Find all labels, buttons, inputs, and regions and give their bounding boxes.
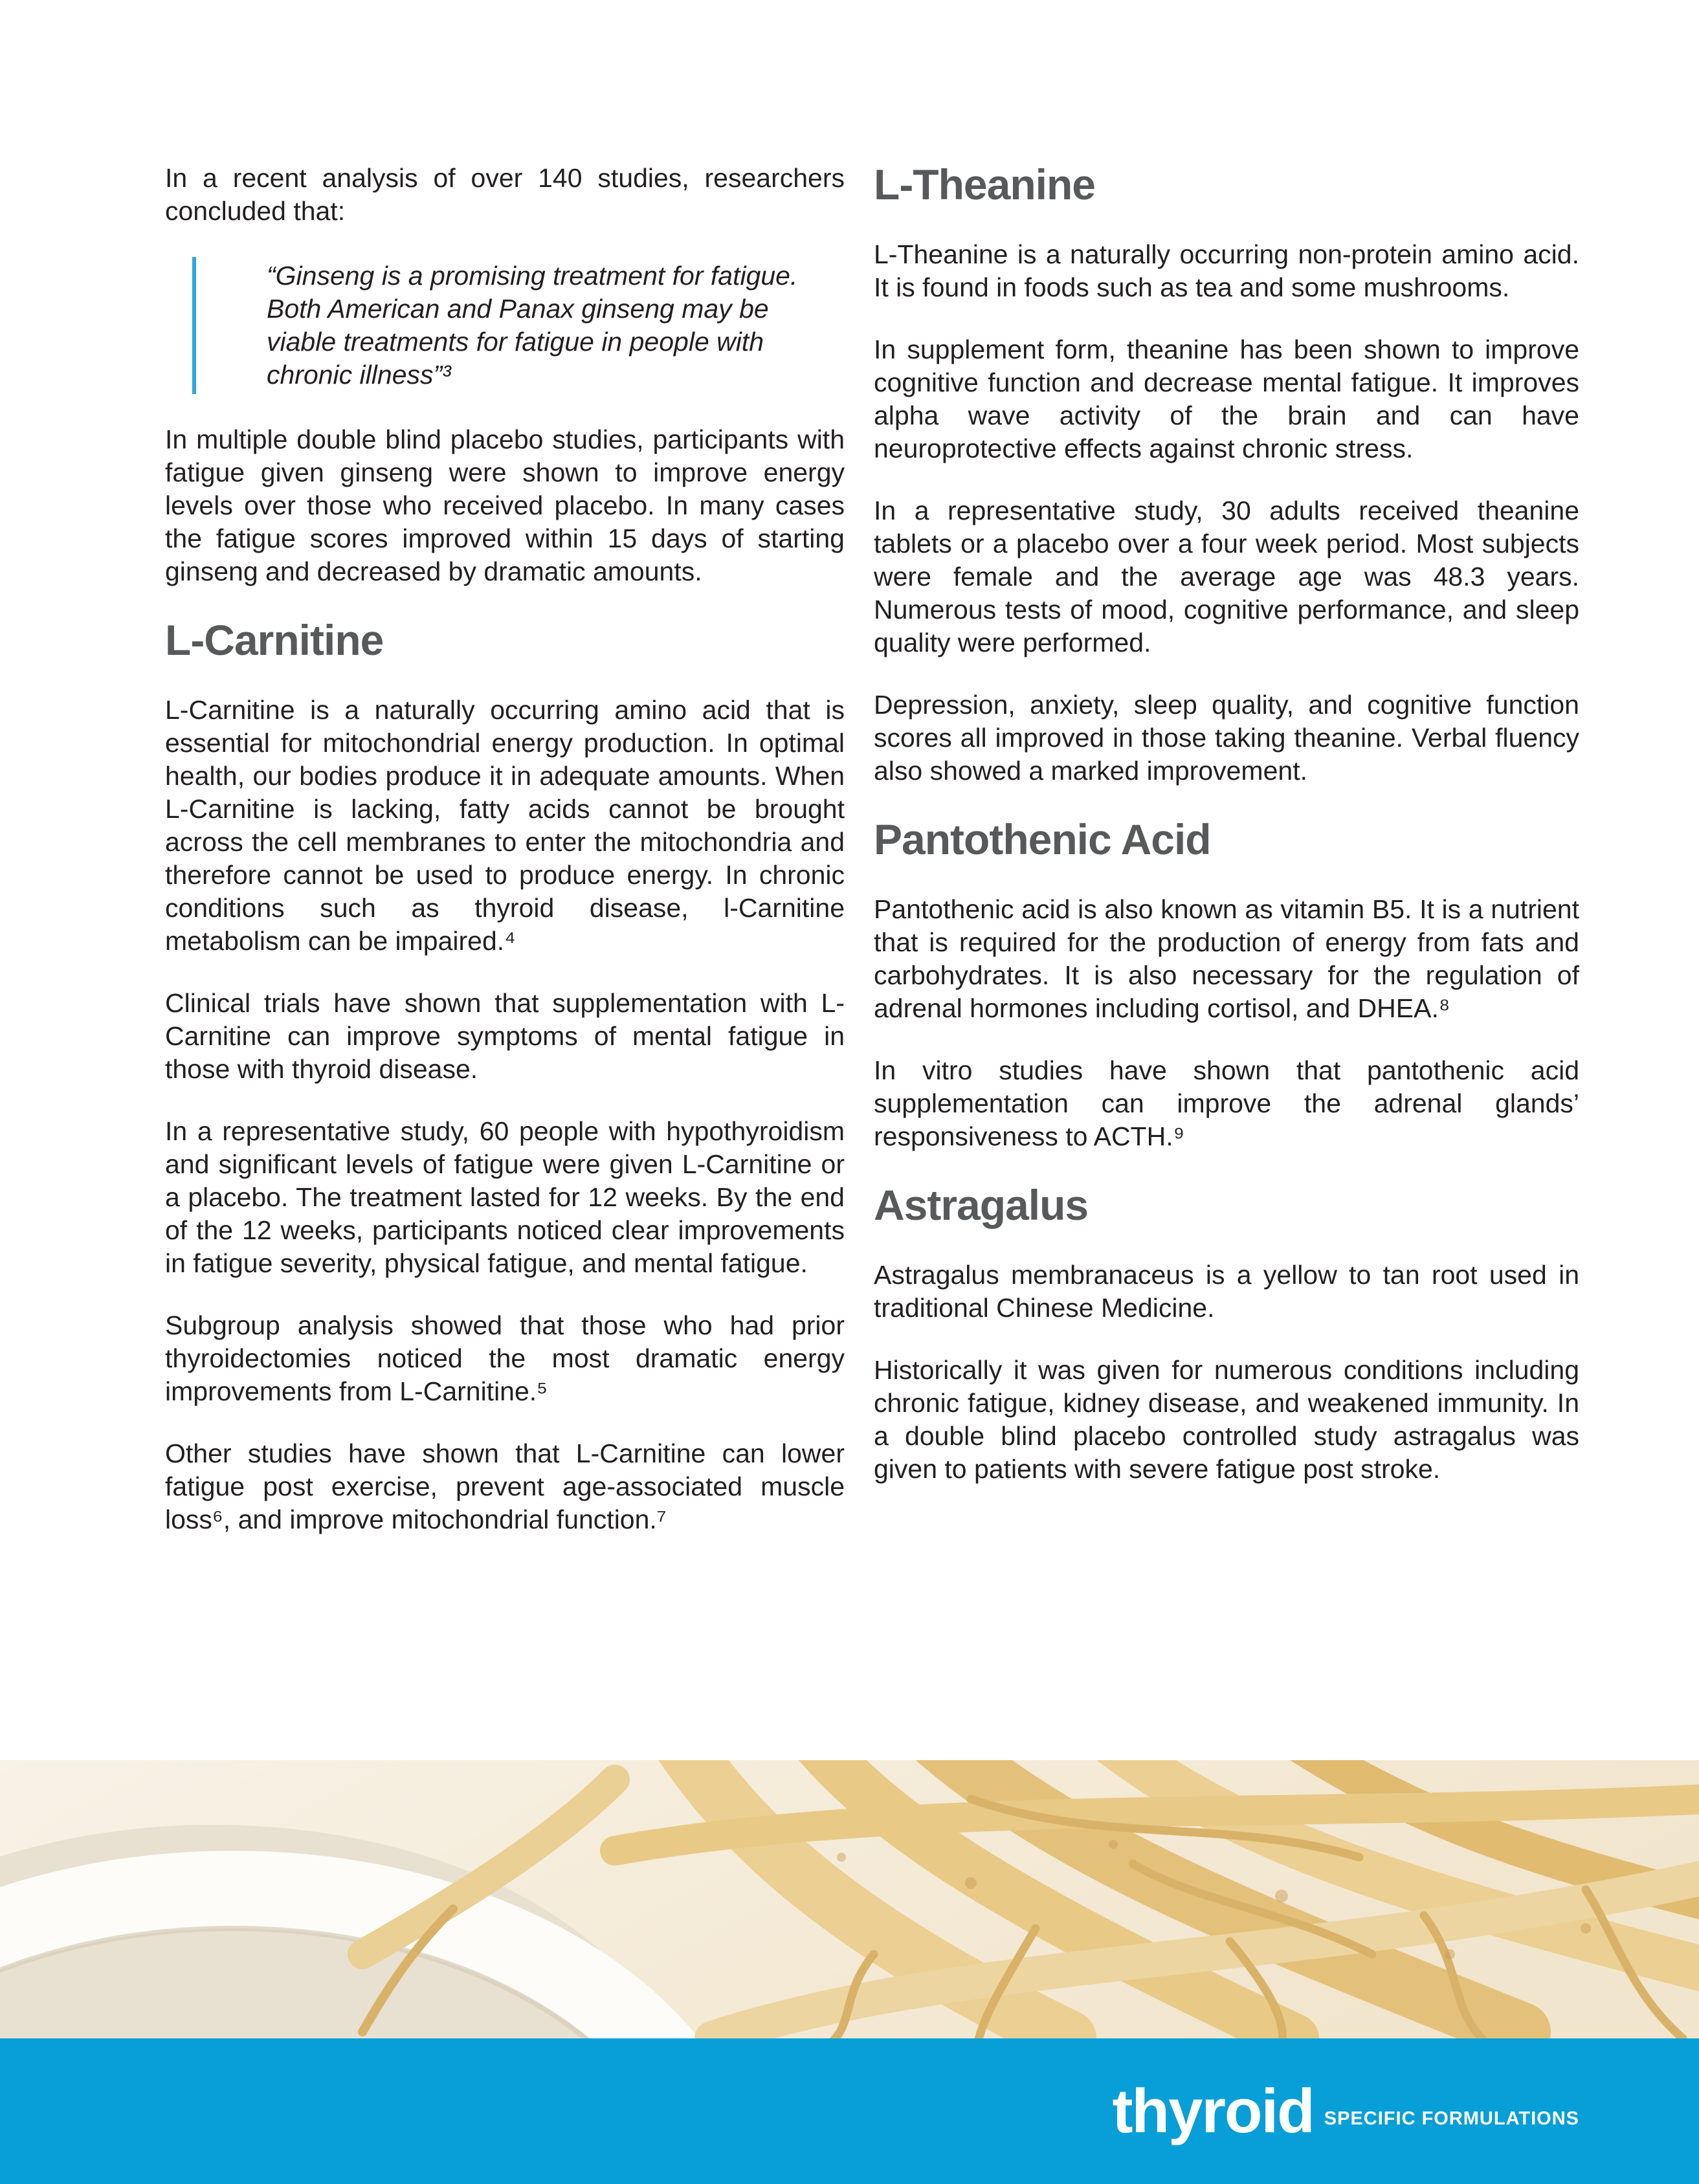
l-carnitine-paragraph-4: Subgroup analysis showed that those who had prior thyroidectomies noticed the most dramatic energy improvements from L-Carnitine.⁵ (165, 1310, 845, 1406)
footer-bar (0, 2038, 1699, 2184)
section-heading-l-theanine: L-Theanine (874, 160, 1096, 208)
intro-paragraph: In a recent analysis of over 140 studies, researchers concluded that: (165, 163, 845, 226)
l-carnitine-paragraph-3: In a representative study, 60 people with hypothyroidism and significant levels of fatigue were given L-Carnitine or a placebo. The treatment lasted for 12 weeks. By the end of the 12 weeks, participants noticed clear improvements in fatigue severity, physical fatigue, and mental fatigue. (165, 1116, 845, 1278)
pantothenic-paragraph-2: In vitro studies have shown that pantothenic acid supplementation can improve the adrenal glands’ responsiveness to ACTH.⁹ (874, 1055, 1579, 1151)
astragalus-paragraph-1: Astragalus membranaceus is a yellow to tan root used in traditional Chinese Medicine. (874, 1260, 1579, 1323)
l-theanine-paragraph-1: L-Theanine is a naturally occurring non-protein amino acid. It is found in foods such as tea and some mushrooms. (874, 239, 1579, 302)
left-column (165, 162, 845, 1760)
l-theanine-paragraph-3: In a representative study, 30 adults received theanine tablets or a placebo over a four week period. Most subjects were female and the average age was 48.3 years. Numerous tests of mood, cognitive performance, and sleep quality were performed. (874, 496, 1579, 657)
brand-logo (1112, 2076, 1579, 2146)
ginseng-quote: “Ginseng is a promising treatment for fatigue. Both American and Panax ginseng may be viable treatments for fatigue in people with chronic illness”³ (192, 257, 845, 394)
right-column (874, 162, 1579, 1760)
section-heading-l-carnitine: L-Carnitine (165, 616, 384, 664)
l-carnitine-paragraph-1: L-Carnitine is a naturally occurring amino acid that is essential for mitochondrial energy production. In optimal health, our bodies produce it in adequate amounts. When L-Carnitine is lacking, fatty acids cannot be brought across the cell membranes to enter the mitochondria and therefore cannot be used to produce energy. In chronic conditions such as thyroid disease, l-Carnitine metabolism can be impaired.⁴ (165, 695, 845, 956)
l-carnitine-paragraph-2: Clinical trials have shown that supplementation with L-Carnitine can improve symptoms of mental fatigue in those with thyroid disease. (165, 988, 845, 1084)
brand-tagline: SPECIFIC FORMULATIONS (1324, 2108, 1579, 2129)
ginseng-photo-illustration (0, 1760, 1699, 2038)
l-carnitine-paragraph-5: Other studies have shown that L-Carnitine can lower fatigue post exercise, prevent age-associated muscle loss⁶, and improve mitochondrial function.⁷ (165, 1439, 845, 1534)
l-theanine-paragraph-4: Depression, anxiety, sleep quality, and cognitive function scores all improved in those taking theanine. Verbal fluency also showed a marked improvement. (874, 690, 1579, 786)
section-heading-pantothenic-acid: Pantothenic Acid (874, 815, 1211, 863)
brand-name: thyroid (1112, 2076, 1314, 2146)
pantothenic-paragraph-1: Pantothenic acid is also known as vitamin B5. It is a nutrient that is required for the production of energy from fats and carbohydrates. It is also necessary for the regulation of adrenal hormones including cortisol, and DHEA.⁸ (874, 894, 1579, 1023)
l-theanine-paragraph-2: In supplement form, theanine has been shown to improve cognitive function and decrease mental fatigue. It improves alpha wave activity of the brain and can have neuroprotective effects against chronic stress. (874, 335, 1579, 463)
section-heading-astragalus: Astragalus (874, 1181, 1089, 1229)
ginseng-studies-paragraph: In multiple double blind placebo studies, participants with fatigue given ginseng were shown to improve energy levels over those who received placebo. In many cases the fatigue scores improved within 15 days of starting ginseng and decreased by dramatic amounts. (165, 425, 845, 586)
astragalus-paragraph-2: Historically it was given for numerous conditions including chronic fatigue, kidney disease, and weakened immunity. In a double blind placebo controlled study astragalus was given to patients with severe fatigue post stroke. (874, 1355, 1579, 1484)
ginseng-photo (0, 1760, 1699, 2038)
